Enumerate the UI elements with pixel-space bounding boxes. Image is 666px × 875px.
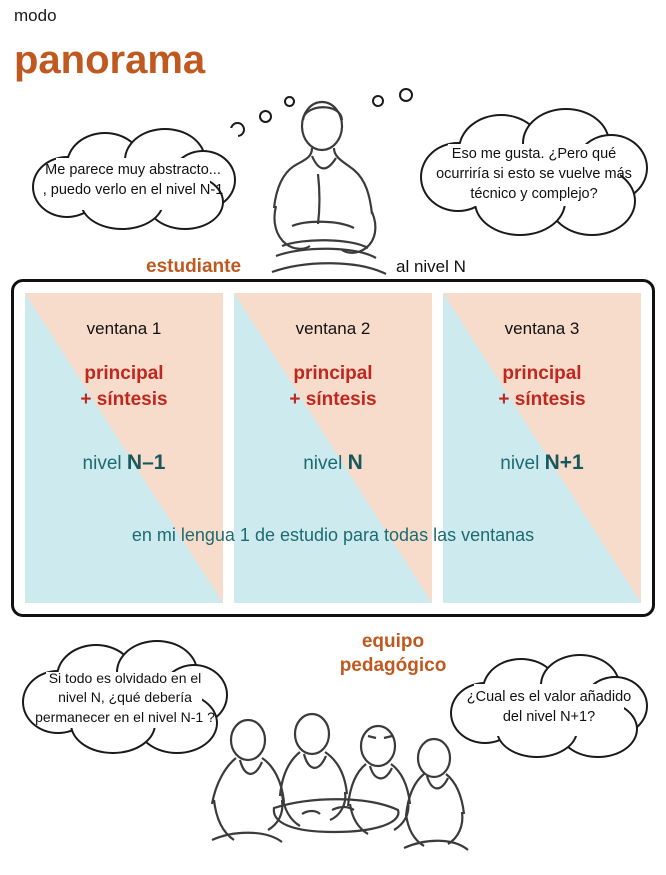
role-label-team-line1: equipo bbox=[361, 631, 425, 652]
window-1-level-prefix: nivel bbox=[82, 453, 127, 474]
window-2-content bbox=[234, 361, 432, 412]
student-figure-icon bbox=[246, 96, 416, 291]
window-3-level-value: N+1 bbox=[544, 451, 584, 474]
window-2-content-line2: + síntesis bbox=[289, 388, 377, 410]
bubble-student-left-text: Me parece muy abstracto... , puedo verlo en el nivel N-1 bbox=[42, 162, 224, 198]
window-3-content-line1: principal bbox=[502, 363, 582, 384]
windows-panel bbox=[11, 279, 655, 617]
window-1-content-line2: + síntesis bbox=[80, 388, 168, 410]
bubble-team-left-text: Si todo es olvidado en el nivel N, ¿qué debería permanecer en el nivel N-1 ? bbox=[35, 670, 215, 725]
window-1-content-line1: principal bbox=[84, 363, 164, 384]
window-2-level-value: N bbox=[347, 451, 363, 474]
student-level-note: al nivel N bbox=[396, 257, 466, 276]
window-2-level-prefix: nivel bbox=[303, 453, 348, 474]
window-3[interactable] bbox=[443, 293, 641, 603]
window-2-title: ventana 2 bbox=[295, 319, 371, 338]
role-label-team-line2: pedagógico bbox=[339, 654, 447, 676]
thought-dot bbox=[372, 95, 384, 107]
thought-dot bbox=[284, 96, 295, 107]
window-3-content-line2: + síntesis bbox=[498, 388, 586, 410]
bubble-team-right-text: ¿Cual es el valor añadido del nivel N+1? bbox=[466, 689, 632, 725]
panel-footer-note: en mi lengua 1 de estudio para todas las ventanas bbox=[131, 525, 535, 545]
window-2-level bbox=[234, 451, 432, 475]
bubble-team-left bbox=[20, 640, 230, 756]
bubble-team-right bbox=[448, 654, 650, 760]
windows-row bbox=[25, 293, 641, 603]
bubble-student-left bbox=[28, 128, 238, 232]
window-3-level-prefix: nivel bbox=[500, 453, 545, 474]
window-3-title: ventana 3 bbox=[504, 319, 580, 338]
window-1-level bbox=[25, 451, 223, 475]
window-1-level-value: N–1 bbox=[126, 451, 166, 474]
window-3-content bbox=[443, 361, 641, 412]
window-3-level bbox=[443, 451, 641, 475]
mode-label: modo bbox=[14, 6, 57, 25]
role-label-student: estudiante bbox=[146, 256, 242, 277]
window-1[interactable] bbox=[25, 293, 223, 603]
page-title: panorama bbox=[14, 38, 206, 82]
window-2[interactable] bbox=[234, 293, 432, 603]
thought-dot bbox=[399, 88, 413, 102]
bubble-student-right bbox=[418, 108, 650, 240]
thought-dot bbox=[259, 110, 272, 123]
window-2-content-line1: principal bbox=[293, 363, 373, 384]
window-1-title: ventana 1 bbox=[86, 319, 162, 338]
bubble-student-right-text: Eso me gusta. ¿Pero qué ocurriría si esto se vuelve más técnico y complejo? bbox=[436, 146, 632, 202]
window-1-content bbox=[25, 361, 223, 412]
